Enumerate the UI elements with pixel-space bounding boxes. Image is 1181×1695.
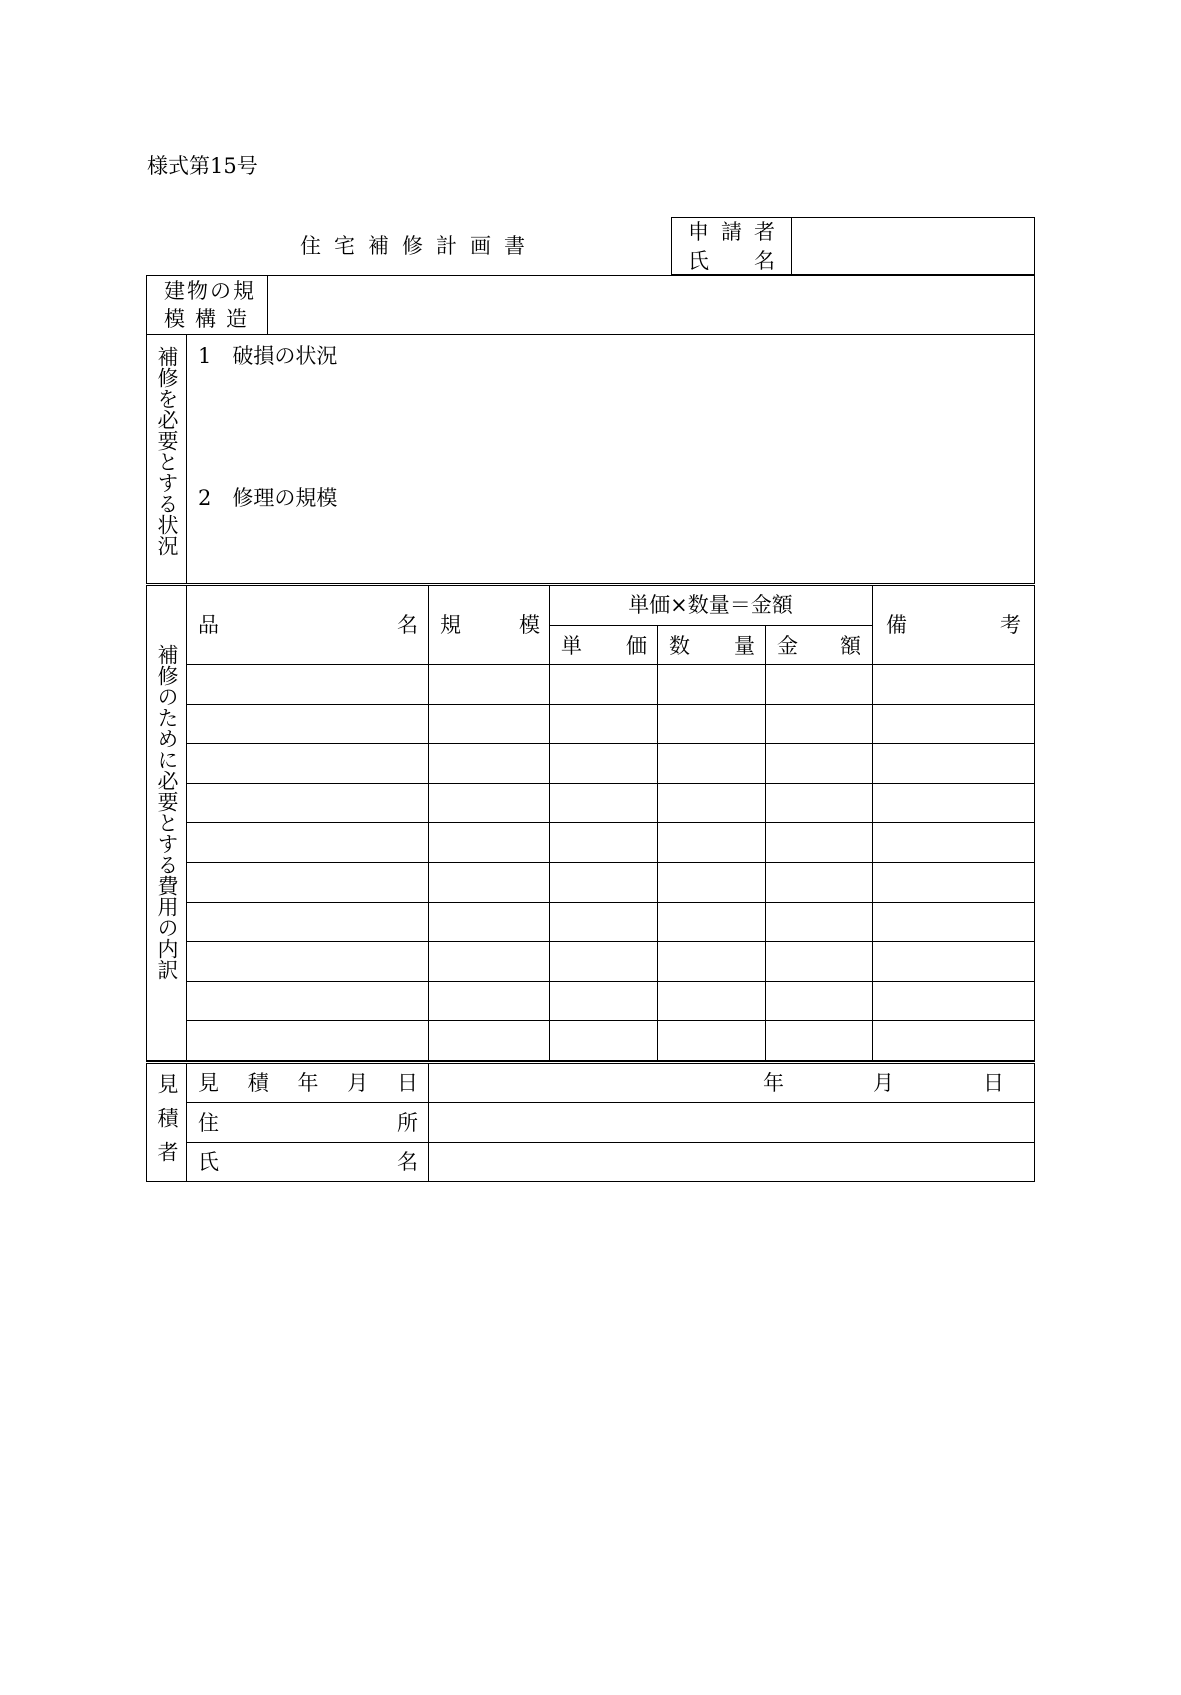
cost-cell-amount[interactable] xyxy=(769,825,868,859)
col-header-formula: 単価×数量＝金額 xyxy=(628,593,793,617)
cost-cell-unit-price[interactable] xyxy=(553,707,653,741)
cost-cell-item[interactable] xyxy=(190,865,424,899)
cost-cell-item[interactable] xyxy=(190,667,424,701)
cost-cell-unit-price[interactable] xyxy=(553,746,653,780)
cost-cell-quantity[interactable] xyxy=(661,786,761,820)
col-header-unit-price: 単 価 xyxy=(561,634,647,658)
cost-cell-scale[interactable] xyxy=(432,865,545,899)
cost-cell-unit-price[interactable] xyxy=(553,944,653,978)
cost-cell-amount[interactable] xyxy=(769,944,868,978)
estimator-address-label: 住 所 xyxy=(198,1111,418,1135)
cost-cell-unit-price[interactable] xyxy=(553,984,653,1018)
cost-cell-item[interactable] xyxy=(190,825,424,859)
col-header-remarks: 備 考 xyxy=(886,613,1021,637)
date-day-unit: 日 xyxy=(983,1071,1004,1095)
page-title: 住宅補修計画書 xyxy=(300,234,538,258)
cost-cell-scale[interactable] xyxy=(432,667,545,701)
cost-cell-remarks[interactable] xyxy=(876,667,1031,701)
cost-cell-quantity[interactable] xyxy=(661,1023,761,1057)
building-label-2: 模構造 xyxy=(164,307,257,331)
cost-cell-quantity[interactable] xyxy=(661,707,761,741)
condition-vertical-label: 補修を必要とする状況 xyxy=(155,346,179,556)
estimator-address-field[interactable] xyxy=(434,1106,1030,1139)
cost-cell-unit-price[interactable] xyxy=(553,865,653,899)
cost-cell-item[interactable] xyxy=(190,905,424,939)
cost-cell-scale[interactable] xyxy=(432,905,545,939)
cost-cell-item[interactable] xyxy=(190,1023,424,1057)
cost-cell-item[interactable] xyxy=(190,746,424,780)
date-year-unit: 年 xyxy=(763,1071,784,1095)
cost-cell-quantity[interactable] xyxy=(661,667,761,701)
cost-cell-scale[interactable] xyxy=(432,825,545,859)
cost-cell-item[interactable] xyxy=(190,984,424,1018)
col-header-amount: 金 額 xyxy=(777,634,861,658)
estimator-vertical-label: 見積者 xyxy=(155,1073,179,1175)
cost-cell-amount[interactable] xyxy=(769,984,868,1018)
cost-cell-remarks[interactable] xyxy=(876,746,1031,780)
condition-item-damage: 1 破損の状況 xyxy=(198,344,338,368)
estimator-name-field[interactable] xyxy=(434,1146,1030,1179)
cost-cell-amount[interactable] xyxy=(769,707,868,741)
cost-cell-scale[interactable] xyxy=(432,1023,545,1057)
cost-cell-remarks[interactable] xyxy=(876,1023,1031,1057)
cost-cell-remarks[interactable] xyxy=(876,984,1031,1018)
cost-vertical-label: 補修のために必要とする費用の内訳 xyxy=(155,644,179,980)
applicant-name-field[interactable] xyxy=(795,221,1031,271)
condition-item-repair-scale: 2 修理の規模 xyxy=(198,486,338,510)
cost-cell-unit-price[interactable] xyxy=(553,905,653,939)
repair-scale-field[interactable] xyxy=(198,514,1028,578)
estimate-date-label: 見 積 年 月 日 xyxy=(198,1071,418,1095)
cost-cell-amount[interactable] xyxy=(769,786,868,820)
cost-cell-amount[interactable] xyxy=(769,1023,868,1057)
form-number: 様式第15号 xyxy=(147,154,258,178)
cost-cell-quantity[interactable] xyxy=(661,905,761,939)
applicant-name-label: 氏 名 xyxy=(688,249,787,273)
applicant-label: 申請者 xyxy=(688,220,787,244)
cost-cell-remarks[interactable] xyxy=(876,825,1031,859)
date-month-unit: 月 xyxy=(873,1071,894,1095)
cost-cell-unit-price[interactable] xyxy=(553,825,653,859)
cost-cell-remarks[interactable] xyxy=(876,707,1031,741)
cost-cell-remarks[interactable] xyxy=(876,865,1031,899)
cost-cell-scale[interactable] xyxy=(432,707,545,741)
cost-cell-unit-price[interactable] xyxy=(553,1023,653,1057)
cost-cell-amount[interactable] xyxy=(769,667,868,701)
cost-cell-unit-price[interactable] xyxy=(553,786,653,820)
cost-cell-unit-price[interactable] xyxy=(553,667,653,701)
cost-cell-scale[interactable] xyxy=(432,984,545,1018)
cost-cell-quantity[interactable] xyxy=(661,984,761,1018)
damage-condition-field[interactable] xyxy=(198,372,1028,477)
cost-cell-amount[interactable] xyxy=(769,905,868,939)
cost-cell-amount[interactable] xyxy=(769,746,868,780)
cost-cell-item[interactable] xyxy=(190,707,424,741)
building-structure-field[interactable] xyxy=(272,280,1030,330)
estimate-date-field[interactable] xyxy=(434,1066,754,1099)
cost-cell-item[interactable] xyxy=(190,944,424,978)
cost-cell-remarks[interactable] xyxy=(876,786,1031,820)
cost-cell-scale[interactable] xyxy=(432,944,545,978)
cost-cell-remarks[interactable] xyxy=(876,944,1031,978)
cost-cell-quantity[interactable] xyxy=(661,865,761,899)
cost-cell-quantity[interactable] xyxy=(661,944,761,978)
building-label: 建物の規 xyxy=(164,279,256,303)
cost-cell-amount[interactable] xyxy=(769,865,868,899)
col-header-quantity: 数 量 xyxy=(669,634,755,658)
cost-cell-remarks[interactable] xyxy=(876,905,1031,939)
cost-cell-scale[interactable] xyxy=(432,746,545,780)
cost-cell-quantity[interactable] xyxy=(661,746,761,780)
cost-cell-item[interactable] xyxy=(190,786,424,820)
cost-cell-scale[interactable] xyxy=(432,786,545,820)
col-header-scale: 規 模 xyxy=(440,613,540,637)
col-header-item-name: 品 名 xyxy=(198,613,418,637)
cost-cell-quantity[interactable] xyxy=(661,825,761,859)
estimator-name-label: 氏 名 xyxy=(198,1150,418,1174)
